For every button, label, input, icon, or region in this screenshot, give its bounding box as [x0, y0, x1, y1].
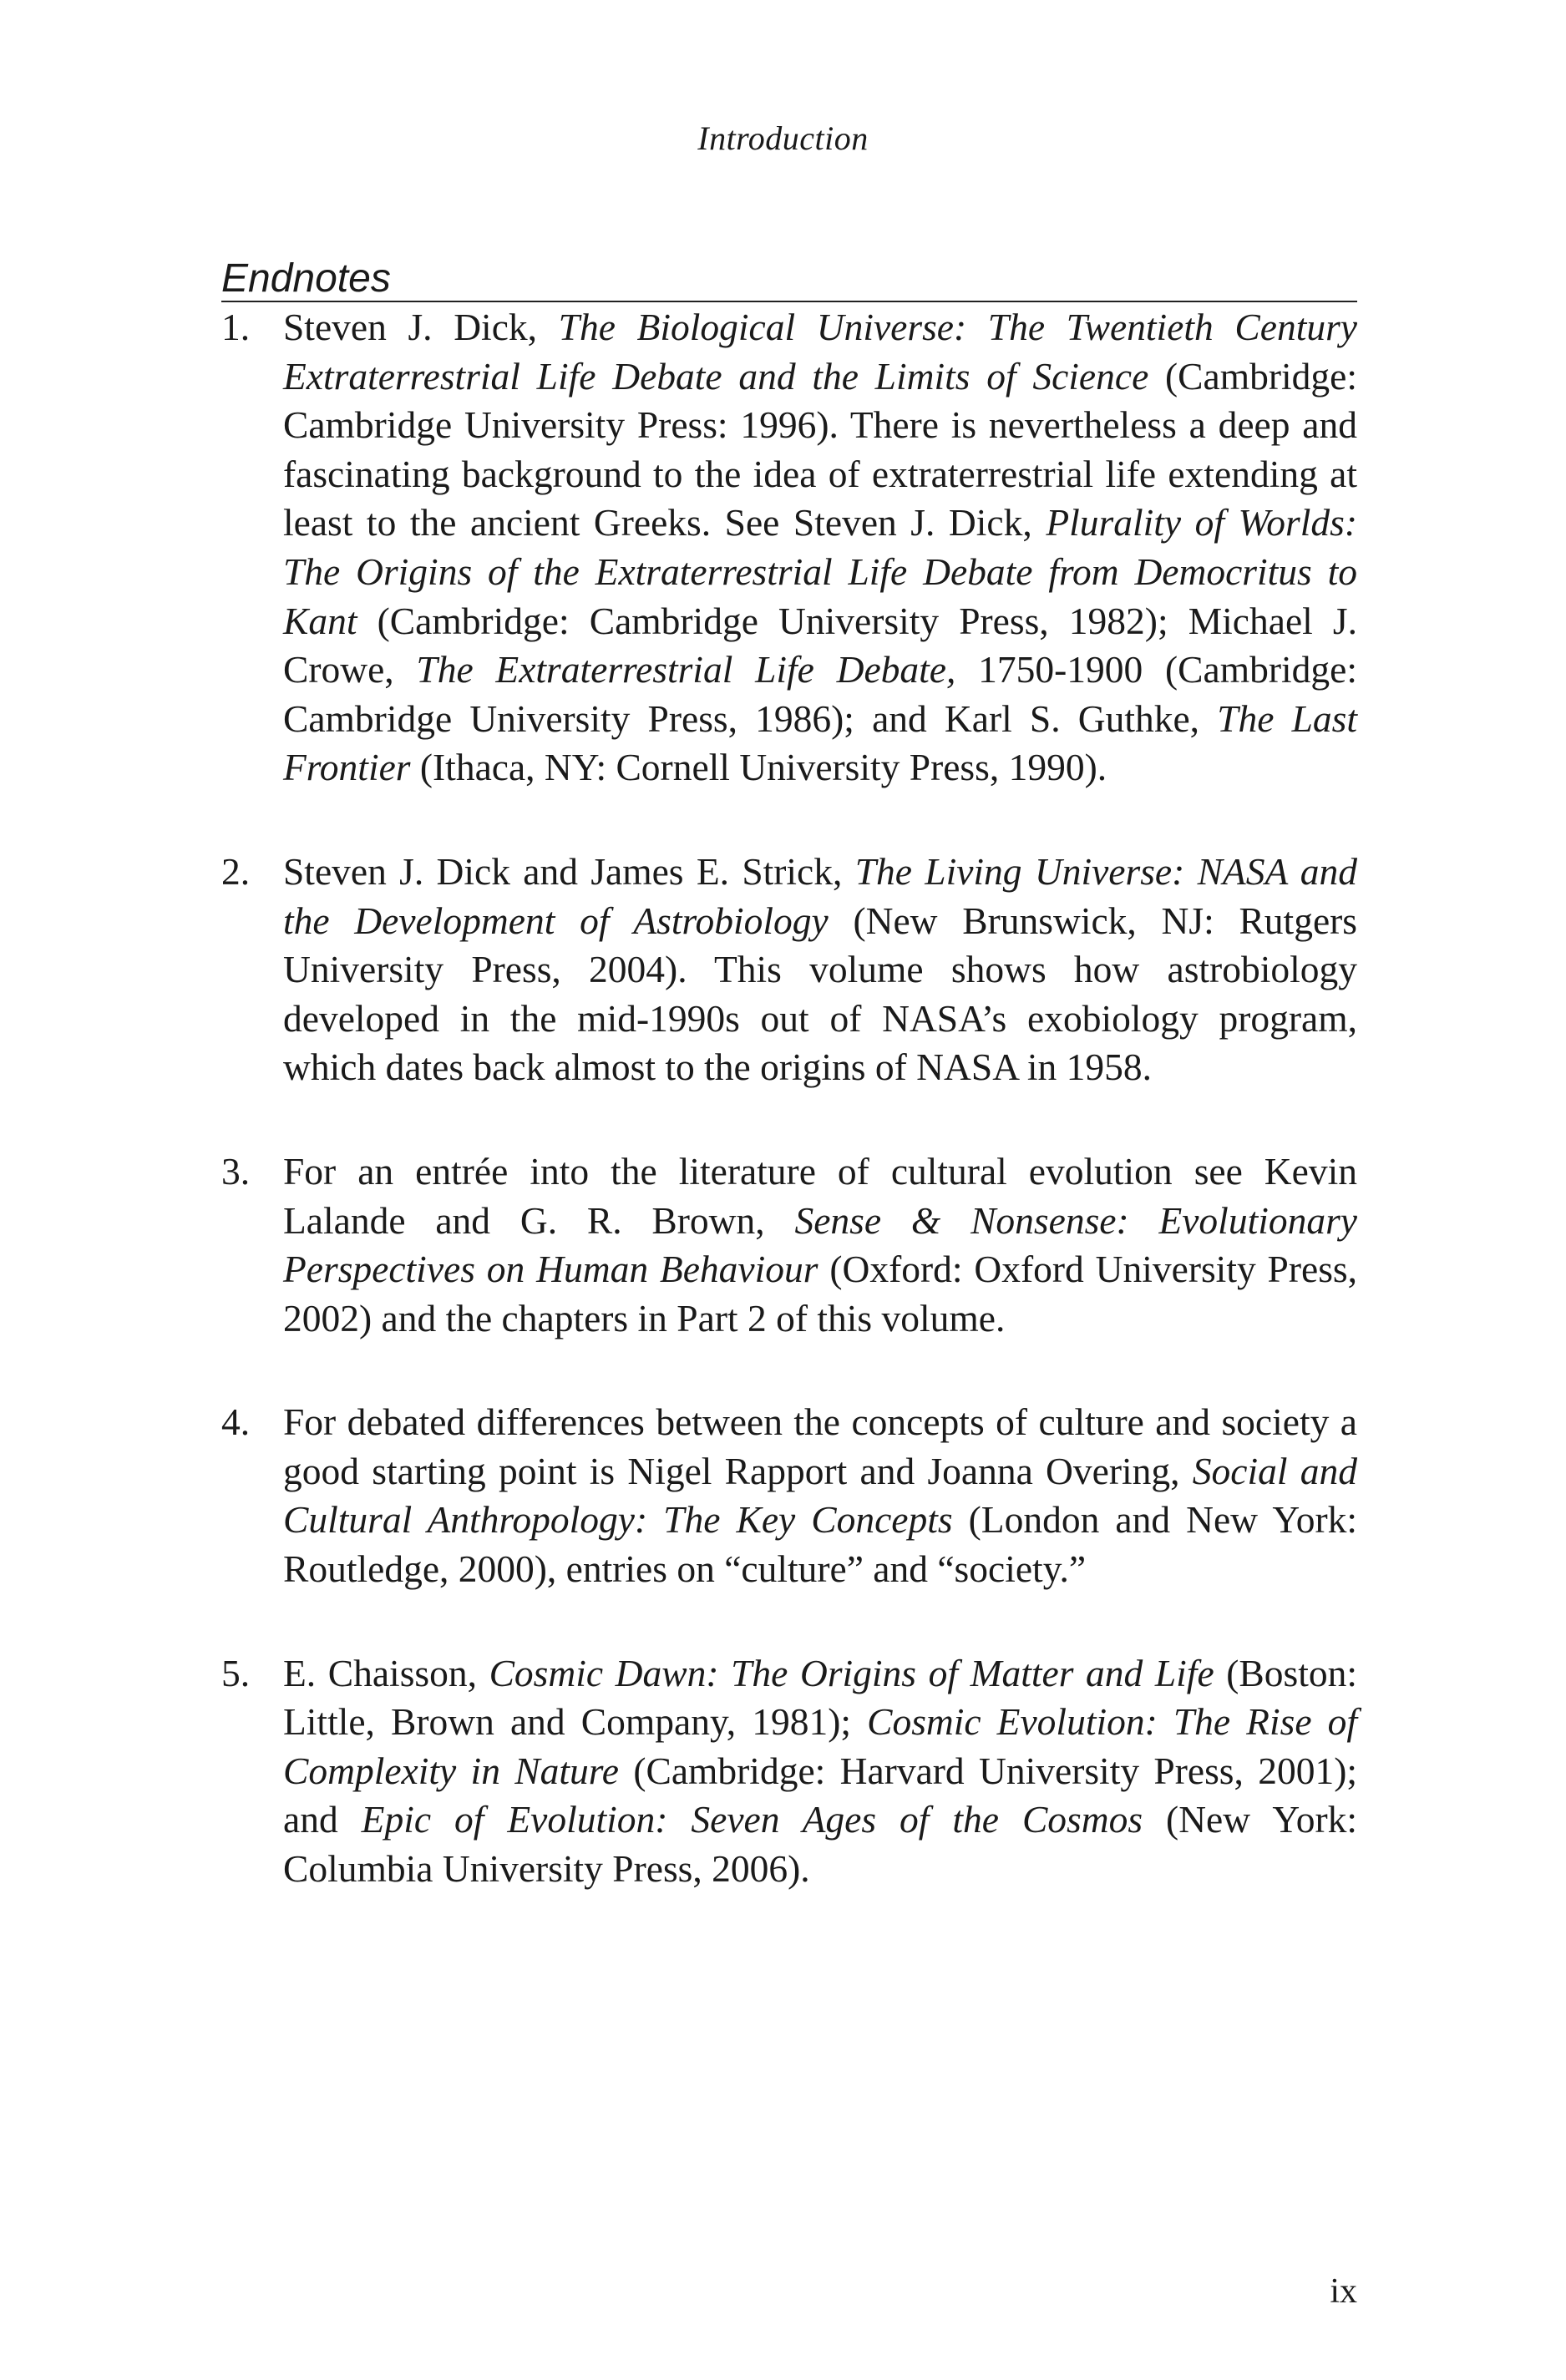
note-title-run: Social and Cultural Anthropology: The Key Concepts [283, 1449, 1358, 1542]
endnote-text [283, 1147, 1357, 1343]
note-text-run: (Oxford: Oxford University Press, 2002) and the chapters in Part 2 of this volume. [283, 1248, 1357, 1339]
note-text-run: Steven J. Dick and James E. Strick, [283, 849, 855, 893]
note-text-run: (Cambridge: Cambridge University Press, 1982); Michael J. Crowe, [283, 599, 1357, 691]
endnote-text [283, 848, 1357, 1092]
note-title-run: The Living Universe: NASA and the Development of Astrobiology [283, 849, 1358, 942]
note-text-run: (London and New York: Routledge, 2000), entries on “culture” and “society.” [283, 1498, 1357, 1591]
endnote-number: 1. [221, 306, 251, 348]
note-title-run: Sense & Nonsense: Evolutionary Perspectives on Human Behaviour [283, 1198, 1358, 1291]
note-text-run: Steven J. Dick, [283, 306, 559, 348]
page-number: ix [1330, 2272, 1357, 2311]
note-text-run: 1750-1900 (Cambridge: Cambridge University Press, 1986); and Karl S. Guthke, [283, 648, 1357, 740]
endnote-number: 4. [221, 1400, 251, 1444]
note-title-run: Cosmic Dawn: The Origins of Matter and Life [489, 1651, 1214, 1694]
running-head: Introduction [697, 119, 869, 157]
note-title-run: The Last Frontier [283, 696, 1358, 789]
endnote-5 [221, 1649, 1357, 1894]
note-text-run: (New Brunswick, NJ: Rutgers University Press, 2004). This volume shows how astrobiology developed in the mid-1990s out of NASA’s exobiology program, which dates back almost to the origins of NASA in 1958. [283, 899, 1357, 1089]
note-text-run: E. Chaisson, [283, 1651, 489, 1694]
endnote-4 [221, 1398, 1357, 1593]
note-title-run: The Biological Universe: The Twentieth Century Extraterrestrial Life Debate and the Limits of Science [283, 306, 1357, 398]
note-title-run: Cosmic Evolution: The Rise of Complexity in Nature [283, 1700, 1357, 1792]
section-title: Endnotes [221, 256, 391, 301]
note-text-run: (Ithaca, NY: Cornell University Press, 1990). [410, 746, 1107, 789]
section-heading [221, 251, 1357, 302]
endnote-text [283, 1398, 1357, 1593]
note-text-run: (Cambridge: Cambridge University Press: 1996). There is nevertheless a deep and fascinating background to the idea of extraterrestrial life extending at least to the ancient Greeks. See Steven J. Dick, [283, 354, 1357, 544]
note-text-run: For an entrée into the literature of cultural evolution see Kevin Lalande and G. R. Brown, [283, 1149, 1357, 1242]
note-title-run: Plurality of Worlds: The Origins of the Extraterrestrial Life Debate from Democritus to Kant [283, 501, 1357, 642]
note-text-run: (New York: Columbia University Press, 2006). [283, 1798, 1357, 1891]
note-text-run: (Boston: Little, Brown and Company, 1981); [283, 1651, 1357, 1744]
endnote-number: 5. [221, 1651, 251, 1694]
note-title-run: Epic of Evolution: Seven Ages of the Cosmos [361, 1798, 1143, 1841]
endnotes-list [221, 303, 1357, 1949]
endnote-text [283, 1649, 1357, 1894]
endnote-3 [221, 1147, 1357, 1343]
note-text-run: For debated differences between the concepts of culture and society a good starting point is Nigel Rapport and Joanna Overing, [283, 1400, 1357, 1492]
note-text-run: (Cambridge: Harvard University Press, 2001); and [283, 1749, 1357, 1841]
endnote-1 [221, 303, 1357, 792]
endnote-number: 3. [221, 1149, 251, 1193]
note-title-run: The Extraterrestrial Life Debate, [416, 648, 956, 691]
endnote-2 [221, 848, 1357, 1092]
endnote-text [283, 303, 1357, 792]
endnote-number: 2. [221, 849, 251, 893]
